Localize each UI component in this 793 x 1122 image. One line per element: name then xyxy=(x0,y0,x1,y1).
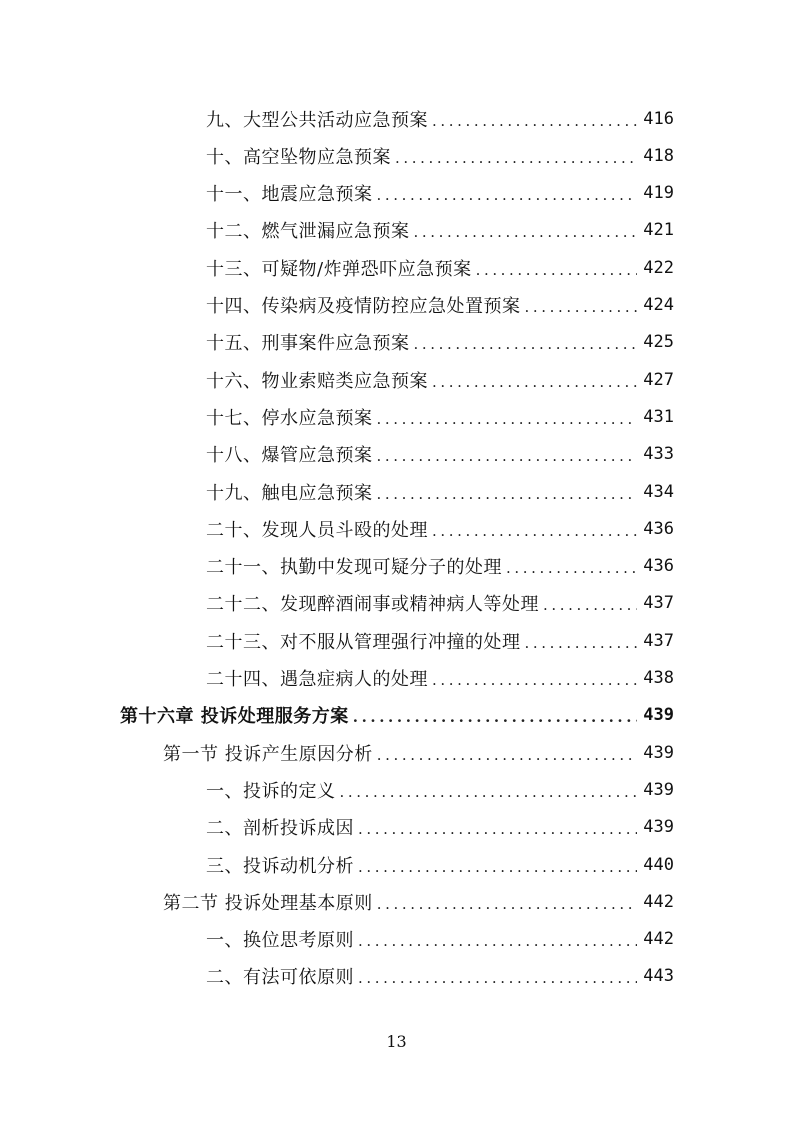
toc-entry-page: 419 xyxy=(643,183,674,204)
dot-leader xyxy=(358,820,637,838)
toc-entry-title: 十八、爆管应急预案 xyxy=(206,445,373,467)
dot-leader xyxy=(358,969,637,987)
toc-entry-page: 437 xyxy=(643,630,674,651)
toc-item[interactable] xyxy=(206,175,674,212)
dot-leader xyxy=(476,261,638,279)
dot-leader xyxy=(432,112,637,130)
toc-item[interactable] xyxy=(206,137,674,174)
toc-entry-page: 440 xyxy=(643,854,674,875)
toc-entry-title: 十七、停水应急预案 xyxy=(206,407,373,429)
toc-entry-title: 十四、传染病及疫情防控应急处置预案 xyxy=(206,296,521,317)
toc-entry-page: 442 xyxy=(643,929,674,950)
dot-leader xyxy=(358,858,637,876)
toc-item[interactable] xyxy=(206,398,674,435)
toc-entry-page: 431 xyxy=(643,406,674,427)
toc-item[interactable] xyxy=(206,809,674,846)
toc-entry-title: 九、大型公共活动应急预案 xyxy=(206,109,428,131)
dot-leader xyxy=(414,223,638,241)
toc-item[interactable] xyxy=(206,212,674,249)
dot-leader xyxy=(525,634,638,652)
toc-item[interactable] xyxy=(206,287,674,324)
dot-leader xyxy=(358,932,637,950)
dot-leader xyxy=(432,522,637,540)
dot-leader xyxy=(395,149,637,167)
toc-entry-page: 439 xyxy=(643,779,674,800)
toc-item[interactable] xyxy=(206,510,674,547)
toc-entry-title: 二、剖析投诉成因 xyxy=(206,818,354,840)
toc-entry-title: 十一、地震应急预案 xyxy=(206,184,373,206)
toc-entry-page: 421 xyxy=(643,220,674,241)
toc-entry-page: 436 xyxy=(643,556,674,577)
toc-entry-title: 二、有法可依原则 xyxy=(206,967,354,989)
page-number: 13 xyxy=(386,1032,407,1051)
toc-section[interactable] xyxy=(163,734,674,771)
dot-leader xyxy=(377,447,638,465)
toc-item[interactable] xyxy=(206,548,674,585)
toc-entry-page: 439 xyxy=(643,742,674,763)
toc-entry-page: 437 xyxy=(643,593,674,614)
toc-entry-title: 十六、物业索赔类应急预案 xyxy=(206,370,428,392)
toc-entry-title: 一、换位思考原则 xyxy=(206,930,354,952)
toc-item[interactable] xyxy=(206,436,674,473)
dot-leader xyxy=(525,298,638,316)
toc-entry-title: 十九、触电应急预案 xyxy=(206,482,373,504)
dot-leader xyxy=(432,671,637,689)
toc-entry-title: 十五、刑事案件应急预案 xyxy=(206,333,410,355)
toc-entry-title: 第二节 投诉处理基本原则 xyxy=(163,892,373,914)
toc-item[interactable] xyxy=(206,846,674,883)
dot-leader xyxy=(377,746,638,764)
toc-chapter[interactable] xyxy=(120,697,674,734)
toc-entry-page: 433 xyxy=(643,444,674,465)
toc-entry-page: 442 xyxy=(643,891,674,912)
toc-entry-page: 424 xyxy=(643,295,674,315)
toc-entry-page: 425 xyxy=(643,332,674,353)
toc-item[interactable] xyxy=(206,921,674,958)
dot-leader xyxy=(377,485,638,503)
dot-leader xyxy=(432,373,637,391)
toc-item[interactable] xyxy=(206,660,674,697)
toc-entry-page: 439 xyxy=(643,817,674,838)
toc-entry-page: 416 xyxy=(643,108,674,129)
toc-entry-page: 443 xyxy=(643,966,674,987)
toc-entry-page: 439 xyxy=(643,705,674,726)
dot-leader xyxy=(377,410,638,428)
dot-leader xyxy=(353,708,638,726)
toc-item[interactable] xyxy=(206,100,674,137)
toc-item[interactable] xyxy=(206,324,674,361)
toc-entry-page: 427 xyxy=(643,369,674,390)
toc-entry-page: 438 xyxy=(643,668,674,688)
toc-entry-title: 十三、可疑物/炸弹恐吓应急预案 xyxy=(206,258,472,280)
dot-leader xyxy=(506,559,637,577)
toc-item[interactable] xyxy=(206,958,674,995)
dot-leader xyxy=(340,783,638,801)
toc-item[interactable] xyxy=(206,361,674,398)
dot-leader xyxy=(543,596,637,614)
toc-entry-title: 第十六章 投诉处理服务方案 xyxy=(120,706,349,728)
toc-item[interactable] xyxy=(206,585,674,622)
toc-entry-title: 三、投诉动机分析 xyxy=(206,855,354,877)
dot-leader xyxy=(414,335,638,353)
toc-entry-page: 418 xyxy=(643,145,674,166)
toc-entry-title: 二十一、执勤中发现可疑分子的处理 xyxy=(206,557,502,579)
toc-item[interactable] xyxy=(206,771,674,808)
toc-entry-title: 二十二、发现醉酒闹事或精神病人等处理 xyxy=(206,594,539,616)
toc-entry-title: 二十三、对不服从管理强行冲撞的处理 xyxy=(206,631,521,653)
toc-entry-title: 第一节 投诉产生原因分析 xyxy=(163,743,373,765)
toc-entry-page: 434 xyxy=(643,481,674,502)
dot-leader xyxy=(377,895,638,913)
toc-entry-title: 二十四、遇急症病人的处理 xyxy=(206,669,428,690)
dot-leader xyxy=(377,186,638,204)
toc-entry-page: 422 xyxy=(643,257,674,278)
toc-item[interactable] xyxy=(206,249,674,286)
toc-entry-title: 十二、燃气泄漏应急预案 xyxy=(206,221,410,243)
toc-item[interactable] xyxy=(206,622,674,659)
toc-item[interactable] xyxy=(206,473,674,510)
toc-section[interactable] xyxy=(163,883,674,920)
toc-entry-title: 一、投诉的定义 xyxy=(206,780,336,802)
toc-entry-title: 十、高空坠物应急预案 xyxy=(206,146,391,168)
toc-entry-page: 436 xyxy=(643,518,674,539)
toc-entry-title: 二十、发现人员斗殴的处理 xyxy=(206,519,428,541)
